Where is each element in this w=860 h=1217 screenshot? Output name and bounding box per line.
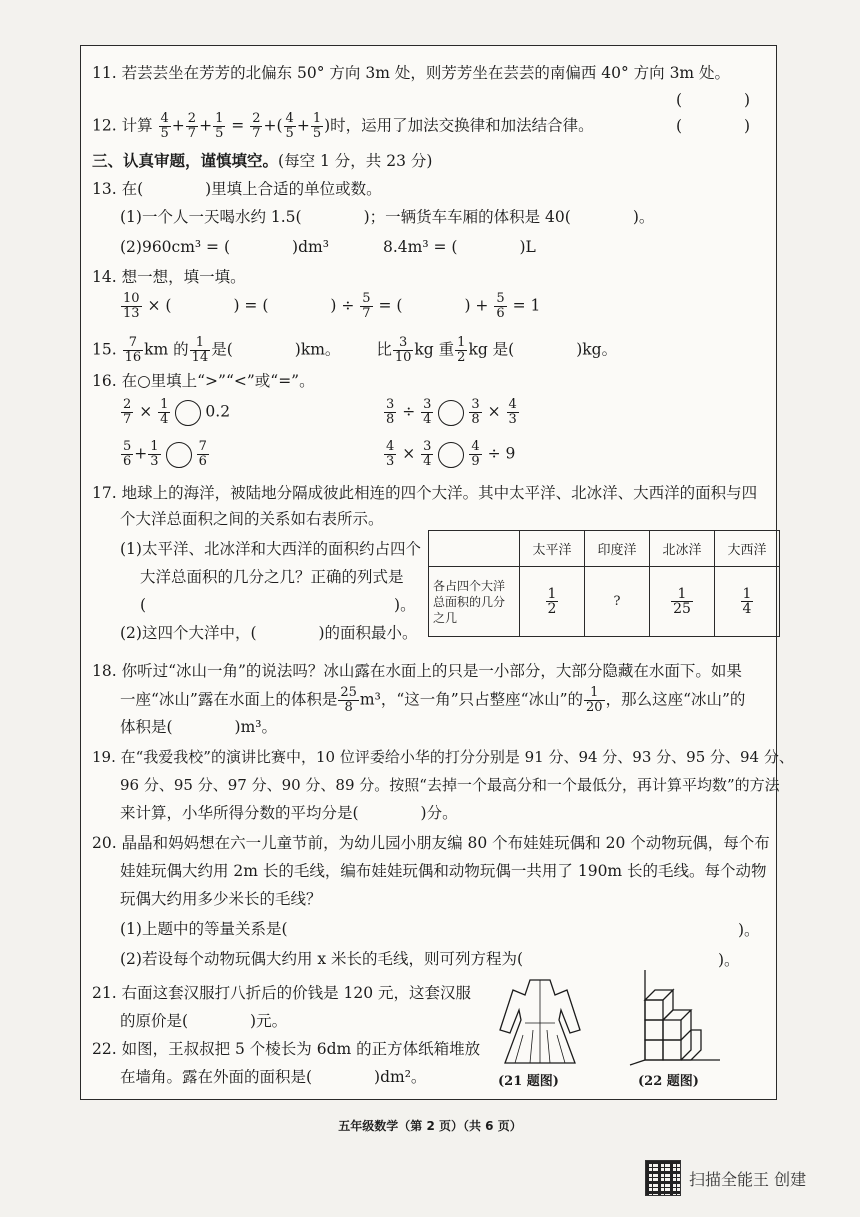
- section-3-heading: 三、认真审题，谨慎填空。(每空 1 分，共 23 分): [92, 151, 433, 170]
- question-17-sub1a: (1)太平洋、北冰洋和大西洋的面积约占四个: [120, 540, 421, 558]
- compare-circle[interactable]: [166, 442, 192, 468]
- question-22-line2: 在墙角。露在外面的面积是( )dm²。: [120, 1068, 427, 1086]
- question-19-line1: 19. 在“我爱我校”的演讲比赛中，10 位评委给小华的打分分别是 91 分、94 分、93 分、95 分、94 分、: [92, 748, 794, 766]
- question-20-line3: 玩偶大约用多少米长的毛线？: [120, 890, 322, 908]
- question-16-row2b: $\frac{4}{3}$ × $\frac{3}{4}$ $\frac{4}{9}$ ÷ 9: [386, 439, 516, 469]
- table-header: 太平洋: [520, 531, 585, 567]
- question-13-part1: (1)一个人一天喝水约 1.5( )；一辆货车车厢的体积是 40( )。: [120, 208, 655, 226]
- compare-circle[interactable]: [175, 400, 201, 426]
- table-cell: ?: [585, 567, 650, 637]
- question-12: 12. 计算 $\frac{4}{5}$ + $\frac{2}{7}$ + $\frac{1}{5}$ = $\frac{2}{7}$ +( $\frac{4}{5}$ + $\frac{1}{5}$ )时，运用了加法交换律和加法结合律。: [92, 111, 594, 141]
- question-22-line1: 22. 如图，王叔叔把 5 个棱长为 6dm 的正方体纸箱堆放: [92, 1040, 481, 1058]
- question-13-part2b: 8.4m³ = ( )L: [383, 238, 536, 256]
- table-header: 北冰洋: [650, 531, 715, 567]
- question-20-sub1: (1)上题中的等量关系是(: [120, 920, 288, 938]
- question-20-line1: 20. 晶晶和妈妈想在六一儿童节前，为幼儿园小朋友编 80 个布娃娃玩偶和 20 个动物玩偶，每个布: [92, 834, 770, 852]
- question-14-title: 14. 想一想，填一填。: [92, 268, 246, 286]
- question-20-sub2: (2)若设每个动物玩偶大约用 x 米长的毛线，则可列方程为(: [120, 950, 524, 968]
- question-19-line3: 来计算，小华所得分数的平均分是( )分。: [120, 804, 458, 822]
- question-17-sub2: (2)这四个大洋中，( )的面积最小。: [120, 624, 418, 642]
- question-20-sub2-end: )。: [718, 951, 740, 969]
- table-header: 大西洋: [715, 531, 780, 567]
- question-17-sub1b: 大洋总面积的几分之几？正确的列式是: [140, 568, 404, 586]
- table-cell: $\frac{1}{25}$: [650, 567, 715, 637]
- question-15: 15. $\frac{7}{16}$ km 的 $\frac{1}{14}$ 是( )km。 比 $\frac{3}{10}$ kg 重 $\frac{1}{2}$ kg 是( )kg。: [92, 335, 618, 365]
- question-20-sub1-end: )。: [738, 921, 760, 939]
- question-16-row2a: $\frac{5}{6}$ + $\frac{1}{3}$ $\frac{7}{6}$: [123, 439, 207, 469]
- question-13-title: 13. 在( )里填上合适的单位或数。: [92, 180, 382, 198]
- question-16-title: 16. 在○里填上“>”“<”或“=”。: [92, 372, 315, 390]
- ocean-table: [428, 530, 780, 637]
- table-header: 印度洋: [585, 531, 650, 567]
- question-20-line2: 娃娃玩偶大约用 2m 长的毛线，编布娃娃玩偶和动物玩偶一共用了 190m 长的毛线。每个动物: [120, 862, 767, 880]
- table-cell: $\frac{1}{4}$: [715, 567, 780, 637]
- question-16-row1b: $\frac{3}{8}$ ÷ $\frac{3}{4}$ $\frac{3}{8}$ × $\frac{4}{3}$: [386, 397, 517, 427]
- question-19-line2: 96 分、95 分、97 分、90 分、89 分。按照“去掉一个最高分和一个最低分，再计算平均数”的方法: [120, 776, 780, 794]
- hanfu-figure: [495, 975, 585, 1070]
- question-16-row1a: $\frac{2}{7}$ × $\frac{1}{4}$ 0.2: [123, 397, 231, 427]
- compare-circle[interactable]: [438, 442, 464, 468]
- question-18-line2: 一座“冰山”露在水面上的体积是 $\frac{25}{8}$ m³，“这一角”只占整座“冰山”的 $\frac{1}{20}$ ，那么这座“冰山”的: [120, 685, 746, 715]
- question-21-line1: 21. 右面这套汉服打八折后的价钱是 120 元，这套汉服: [92, 984, 472, 1002]
- watermark-text: 扫描全能王 创建: [689, 1169, 807, 1189]
- question-17-line1: 17. 地球上的海洋，被陆地分隔成彼此相连的四个大洋。其中太平洋、北冰洋、大西洋的面积与四: [92, 484, 758, 502]
- answer-paren-12[interactable]: ( ): [676, 117, 751, 135]
- table-cell: $\frac{1}{2}$: [520, 567, 585, 637]
- scanner-watermark: [645, 1160, 806, 1196]
- question-21-line2: 的原价是( )元。: [120, 1012, 288, 1030]
- question-11: 11. 若芸芸坐在芳芳的北偏东 50° 方向 3m 处，则芳芳坐在芸芸的南偏西 40° 方向 3m 处。: [92, 64, 731, 82]
- figure-22-caption: (22 题图): [638, 1074, 699, 1089]
- figure-21-caption: (21 题图): [498, 1074, 559, 1089]
- question-14-equation: $\frac{10}{13}$ × ( ) = ( ) ÷ $\frac{5}{7}$ = ( ) + $\frac{5}{6}$ = 1: [123, 291, 541, 321]
- question-18-line3: 体积是( )m³。: [120, 718, 278, 736]
- question-18-line1: 18. 你听过“冰山一角”的说法吗？冰山露在水面上的只是一小部分，大部分隐藏在水面下。如果: [92, 662, 742, 680]
- question-17-line2: 个大洋总面积之间的关系如右表所示。: [120, 510, 384, 528]
- compare-circle[interactable]: [438, 400, 464, 426]
- page-footer: 五年级数学（第 2 页）（共 6 页）: [338, 1119, 522, 1133]
- question-13-part2a: (2)960cm³ = ( )dm³: [120, 238, 329, 256]
- qr-code-icon: [645, 1160, 681, 1196]
- question-17-sub1c: ( )。: [140, 596, 416, 614]
- answer-paren-11[interactable]: ( ): [676, 91, 751, 109]
- table-row-label: 各占四个大洋总面积的几分之几: [429, 567, 520, 637]
- cubes-figure: [625, 965, 725, 1070]
- table-header-empty: [429, 531, 520, 567]
